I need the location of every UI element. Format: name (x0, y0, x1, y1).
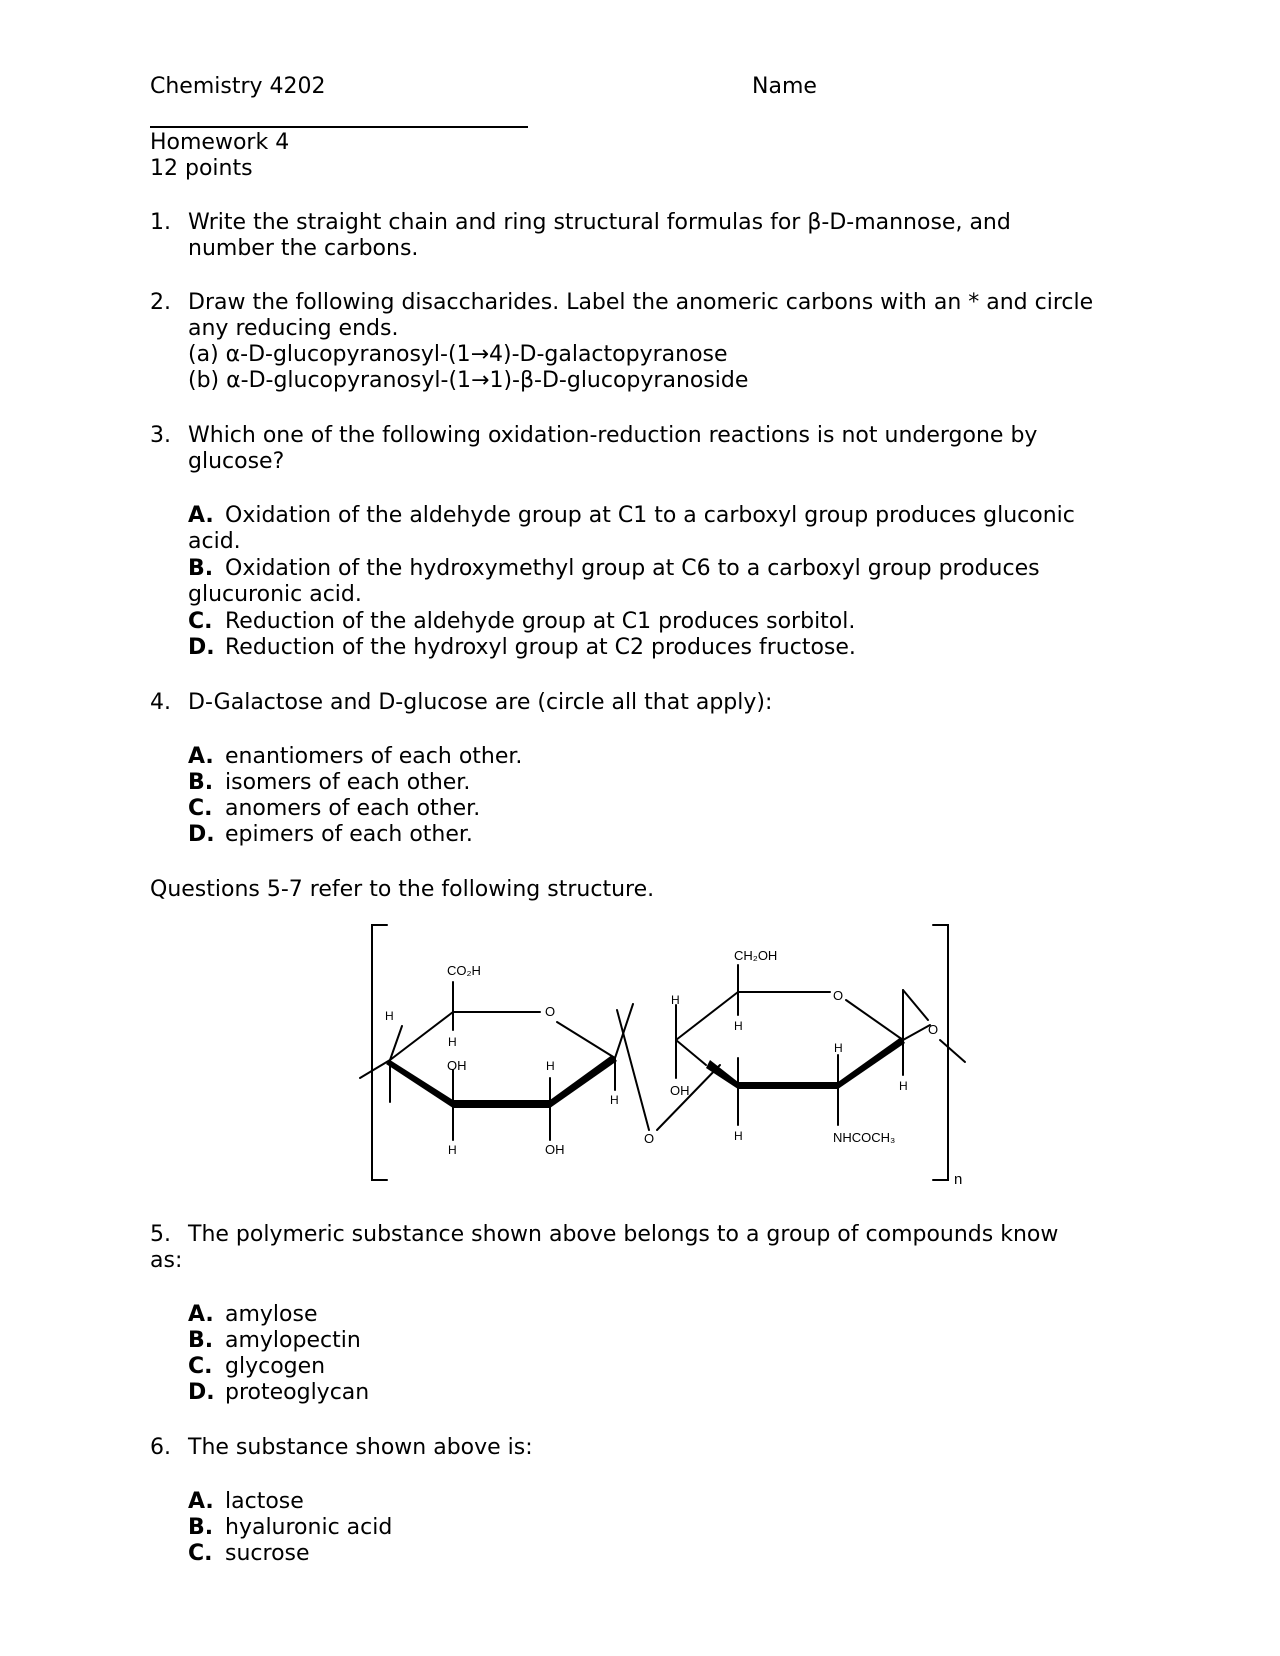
q6-option-b (188, 1515, 392, 1541)
right-bracket (933, 925, 948, 1180)
option-letter: D. (188, 822, 215, 847)
q4-option-b (188, 770, 470, 796)
label-h: H (385, 1009, 394, 1023)
label-h: H (734, 1019, 743, 1033)
q3-option-c (188, 609, 855, 635)
question-number: 5. (150, 1222, 171, 1247)
option-letter: A. (188, 744, 214, 769)
option-text: proteoglycan (225, 1380, 370, 1405)
option-text: Oxidation of the aldehyde group at C1 to a carboxyl group produces gluconic (225, 503, 1075, 528)
option-text: amylopectin (225, 1328, 361, 1353)
question-part-b: (b) α-D-glucopyranosyl-(1→1)-β-D-glucopyranoside (188, 368, 749, 393)
q3-option-a (188, 503, 1075, 529)
label-ring-o: O (833, 988, 844, 1003)
course-title: Chemistry 4202 (150, 74, 326, 99)
label-h: H (448, 1035, 457, 1049)
option-text: glycogen (225, 1354, 326, 1379)
option-text: Oxidation of the hydroxymethyl group at C6 to a carboxyl group produces (225, 556, 1040, 581)
q6-option-a (188, 1489, 304, 1515)
label-ch2oh: CH₂OH (734, 948, 778, 963)
option-text: enantiomers of each other. (225, 744, 523, 769)
assignment-title: Homework 4 (150, 130, 290, 155)
question-number: 3. (150, 423, 171, 448)
q5-option-b (188, 1328, 361, 1354)
q3-option-a-cont: acid. (188, 529, 241, 554)
option-letter: D. (188, 1380, 215, 1405)
question-number: 2. (150, 290, 171, 315)
q6-option-c (188, 1541, 310, 1567)
option-letter: A. (188, 1302, 214, 1327)
q3-option-d (188, 635, 856, 661)
label-repeat-n: n (954, 1171, 963, 1188)
q3-option-b-cont: glucuronic acid. (188, 582, 362, 607)
label-h: H (834, 1041, 843, 1055)
option-text: lactose (225, 1489, 304, 1514)
q5-option-d (188, 1380, 369, 1406)
question-number: 4. (150, 690, 171, 715)
label-h: H (734, 1129, 743, 1143)
question-text: The substance shown above is: (188, 1435, 533, 1460)
name-label: Name (752, 74, 817, 99)
questions-intro: Questions 5-7 refer to the following structure. (150, 877, 655, 902)
option-letter: A. (188, 1489, 214, 1514)
question-text: as: (150, 1248, 183, 1273)
option-text: hyaluronic acid (225, 1515, 393, 1540)
option-text: anomers of each other. (225, 796, 481, 821)
option-letter: C. (188, 1354, 213, 1379)
option-text: epimers of each other. (225, 822, 473, 847)
left-bracket (372, 925, 387, 1180)
question-text: number the carbons. (188, 236, 419, 261)
question-text: any reducing ends. (188, 316, 399, 341)
name-line (150, 126, 528, 128)
q4-option-a (188, 744, 522, 770)
option-text: sucrose (225, 1541, 310, 1566)
question-text: The polymeric substance shown above belongs to a group of compounds know (188, 1222, 1059, 1247)
question-text: Which one of the following oxidation-reduction reactions is not undergone by (188, 423, 1038, 448)
option-letter: C. (188, 609, 213, 634)
question-text: Write the straight chain and ring structural formulas for β-D-mannose, and (188, 210, 1011, 235)
option-letter: B. (188, 770, 214, 795)
label-ring-o: O (545, 1004, 556, 1019)
question-text: D-Galactose and D-glucose are (circle all that apply): (188, 690, 773, 715)
label-co2h: CO₂H (447, 963, 481, 978)
option-text: Reduction of the aldehyde group at C1 produces sorbitol. (225, 609, 856, 634)
option-text: isomers of each other. (225, 770, 471, 795)
label-h: H (448, 1143, 457, 1157)
label-link-o: O (928, 1022, 939, 1037)
option-text: amylose (225, 1302, 318, 1327)
label-oh: OH (670, 1083, 690, 1098)
option-letter: D. (188, 635, 215, 660)
question-number: 1. (150, 210, 171, 235)
question-text: Draw the following disaccharides. Label the anomeric carbons with an * and circle (188, 290, 1094, 315)
label-oh: OH (545, 1142, 565, 1157)
label-h: H (671, 993, 680, 1007)
option-letter: B. (188, 556, 214, 581)
q4-option-c (188, 796, 480, 822)
label-h: H (610, 1093, 619, 1107)
option-text: Reduction of the hydroxyl group at C2 produces fructose. (225, 635, 856, 660)
label-h: H (546, 1059, 555, 1073)
question-part-a: (a) α-D-glucopyranosyl-(1→4)-D-galactopyranose (188, 342, 728, 367)
points-label: 12 points (150, 156, 253, 181)
option-letter: C. (188, 1541, 213, 1566)
question-number: 6. (150, 1435, 171, 1460)
option-letter: B. (188, 1515, 214, 1540)
q3-option-b (188, 556, 1040, 582)
label-h: H (899, 1079, 908, 1093)
q5-option-c (188, 1354, 325, 1380)
label-link-o: O (644, 1131, 655, 1146)
polysaccharide-structure (340, 915, 980, 1195)
label-oh: OH (447, 1058, 467, 1073)
option-letter: C. (188, 796, 213, 821)
q4-option-d (188, 822, 473, 848)
q5-option-a (188, 1302, 318, 1328)
label-nhcoch3: NHCOCH₃ (833, 1130, 896, 1145)
option-letter: B. (188, 1328, 214, 1353)
question-text: glucose? (188, 449, 285, 474)
option-letter: A. (188, 503, 214, 528)
